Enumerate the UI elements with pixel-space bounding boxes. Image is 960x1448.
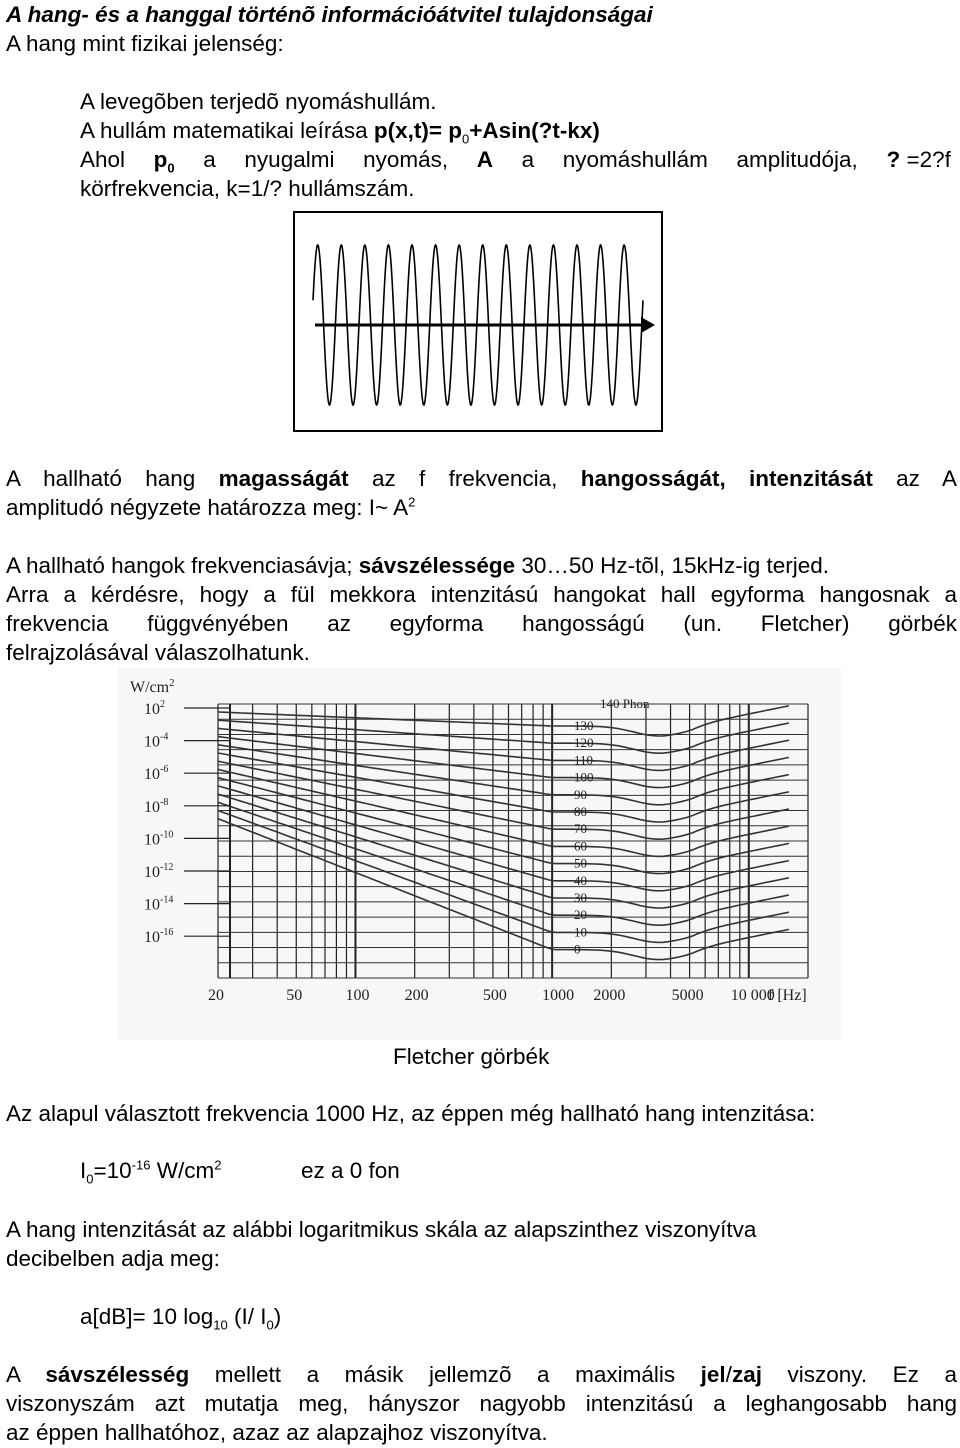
paragraph-2-line-3: frekvencia függvényében az egyforma hangosságú (un. Fletcher) görbék <box>6 611 957 636</box>
db-formula: a[dB]= 10 $\log_{10} (I/$ $I_0$) <box>80 1304 282 1333</box>
section-subtitle: A hang mint fizikai jelenség: <box>6 31 284 56</box>
y-tick-label: $10^{-10}$ <box>144 829 174 849</box>
phon-level-label: 130 <box>574 718 594 733</box>
x-tick-label: 1000 <box>542 987 575 1004</box>
sine-wave-plot <box>295 213 661 430</box>
y-tick-label: $10^{-6}$ <box>144 764 169 784</box>
x-tick-label: 10 000 <box>730 987 775 1004</box>
intro-line-1: A levegõben terjedõ nyomáshullám. <box>80 89 437 114</box>
intro-line-2: A hullám matematikai leírása $p(x,t)= p_0+Asin(?t-kx)$ <box>80 118 600 147</box>
x-axis-unit: f [Hz] <box>768 987 807 1004</box>
loudness-curve <box>218 706 789 736</box>
y-tick-label: $10^{-8}$ <box>144 796 169 816</box>
phon-level-label: 40 <box>574 872 587 888</box>
phon-labels <box>574 718 594 957</box>
phon-level-label: 10 <box>574 924 587 940</box>
paragraph-1-line-2: amplitudó négyzete határozza meg: I~ $A^2$ <box>6 494 416 520</box>
phon-level-label: 20 <box>574 907 587 923</box>
paragraph-4-line-2: decibelben adja meg: <box>6 1246 220 1271</box>
phon-level-label: 110 <box>574 752 594 768</box>
paragraph-5-line-3: az éppen hallhatóhoz, azaz az alapzajhoz viszonyítva. <box>6 1420 548 1445</box>
paragraph-5-line-1: A sávszélesség mellett a másik jellemzõ a maximális jel/zaj viszony. Ez a <box>6 1362 957 1387</box>
y-tick-label: $10^{-4}$ <box>144 731 169 751</box>
reference-intensity: $I_0=10^{-16}$ $W/cm^2$ <box>80 1157 222 1187</box>
y-axis-labels <box>144 699 230 946</box>
phon-level-label: 90 <box>574 786 587 802</box>
phon-level-label: 70 <box>574 821 587 837</box>
phon-level-label: 120 <box>574 735 594 751</box>
paragraph-4-line-1: A hang intenzitását az alábbi logaritmikus skála az alapszinthez viszonyítva <box>6 1217 757 1242</box>
phon-level-label: 0 <box>574 941 581 957</box>
wave-figure <box>293 211 663 432</box>
x-tick-label: 200 <box>404 987 429 1004</box>
y-axis-unit: $W/cm^2$ <box>130 677 175 696</box>
paragraph-2-line-4: felrajzolásával válaszolhatunk. <box>6 640 310 665</box>
x-tick-label: 500 <box>482 987 507 1004</box>
loudness-curve <box>218 769 789 856</box>
paragraph-2-line-2: Arra a kérdésre, hogy a fül mekkora intenzitású hangokat hall egyforma hangosnak a <box>6 582 957 607</box>
reference-note: ez a 0 fon <box>301 1158 400 1183</box>
x-axis-labels <box>208 987 807 1004</box>
paragraph-3: Az alapul választott frekvencia 1000 Hz, az éppen még hallható hang intenzitása: <box>6 1101 816 1126</box>
intro-line-4: körfrekvencia, k=1/? hullámszám. <box>80 176 415 201</box>
intro-line-3: Ahol $p_0$ a nyugalmi nyomás, A a nyomáshullám amplitudója, ? =2?f <box>80 147 951 176</box>
y-tick-label: $10^{-12}$ <box>144 862 174 881</box>
page-title: A hang- és a hanggal történõ információátvitel tulajdonságai <box>6 2 653 27</box>
paragraph-1-line-1: A hallható hang magasságát az f frekvencia, hangosságát, intenzitását az A <box>6 466 957 491</box>
x-axis-arrow-icon <box>641 317 655 333</box>
y-tick-label: $10^{-14}$ <box>144 894 174 914</box>
x-tick-label: 100 <box>345 987 370 1004</box>
paragraph-5-line-2: viszonyszám azt mutatja meg, hányszor nagyobb intenzitású a leghangosabb hang <box>6 1391 957 1416</box>
figure-caption: Fletcher görbék <box>393 1044 550 1069</box>
x-tick-label: 5000 <box>671 987 704 1004</box>
y-tick-label: $10^2$ <box>144 699 165 718</box>
x-tick-label: 50 <box>286 987 303 1004</box>
phon-title: 140 Phon <box>600 696 650 711</box>
phon-level-label: 50 <box>574 855 587 871</box>
x-tick-label: 2000 <box>593 987 626 1004</box>
loudness-curve <box>218 786 789 891</box>
phon-level-label: 80 <box>574 804 587 819</box>
loudness-curve <box>218 819 789 960</box>
paragraph-2-line-1: A hallható hangok frekvenciasávja; sávszélessége 30…50 Hz-tõl, 15kHz-ig terjed. <box>6 553 830 578</box>
x-tick-label: 20 <box>208 987 224 1004</box>
phon-level-label: 100 <box>574 769 594 785</box>
loudness-curves <box>218 706 789 960</box>
fletcher-curves-figure <box>118 668 841 1040</box>
loudness-curve <box>218 811 789 943</box>
y-tick-label: $10^{-16}$ <box>144 927 174 947</box>
phon-level-label: 60 <box>574 838 587 854</box>
fletcher-chart <box>118 668 841 1040</box>
phon-level-label: 30 <box>574 890 587 905</box>
